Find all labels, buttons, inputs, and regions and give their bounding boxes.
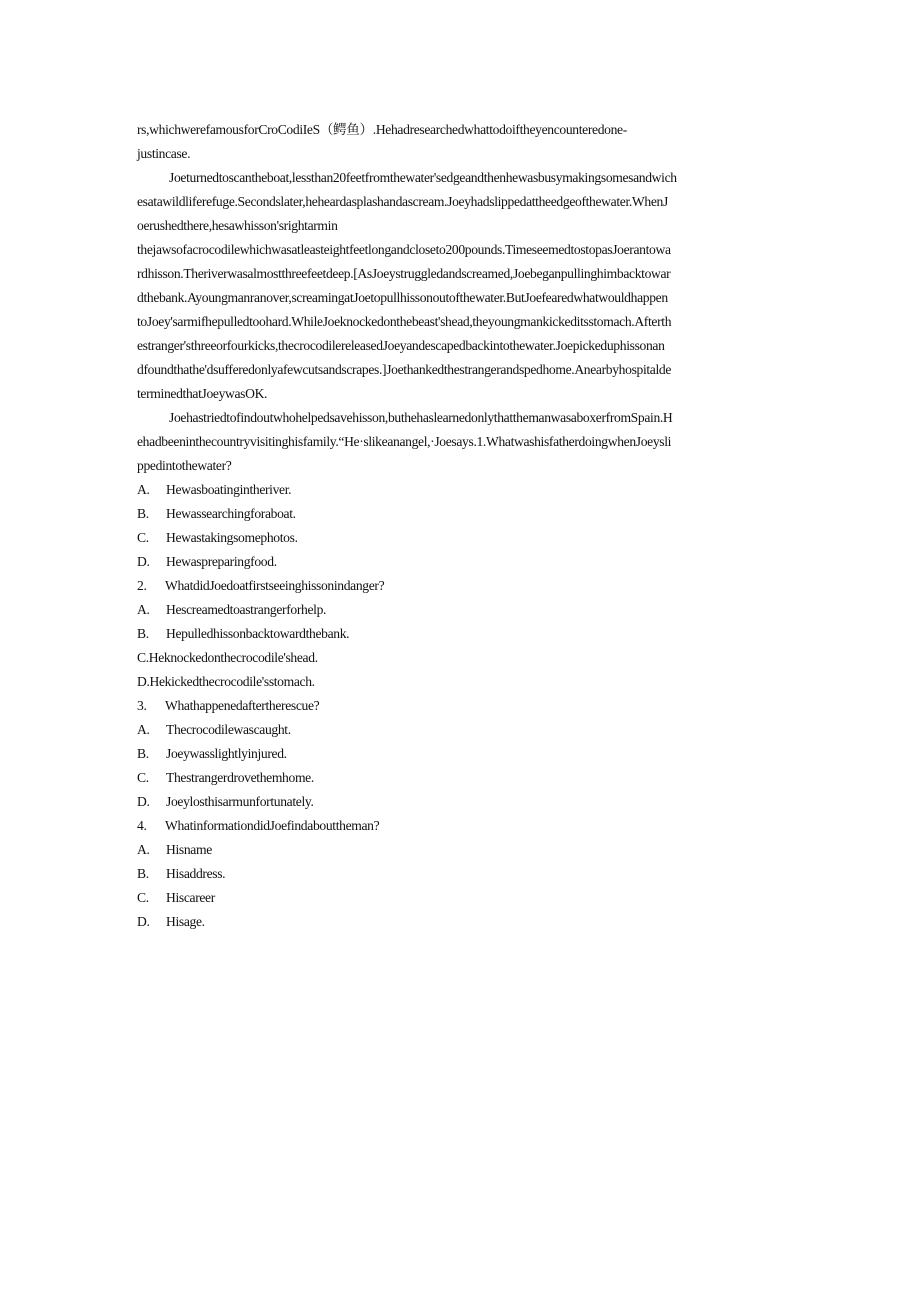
passage-line: Joeturnedtoscantheboat,lessthan20feetfromthewater'sedgeandthenhewasbusymakingsomesandwich — [169, 170, 677, 185]
option-text: Thecrocodilewascaught. — [166, 722, 291, 737]
option-label: D. — [137, 914, 150, 929]
passage-line: terminedthatJoeywasOK. — [137, 386, 268, 401]
option-label: D. — [137, 554, 150, 569]
question-number: 4. — [137, 818, 147, 833]
option-b — [137, 742, 787, 766]
passage-line: dthebank.Ayoungmanranover,screamingatJoetopullhissonoutofthewater.ButJoefearedwhatwouldhappen — [137, 290, 668, 305]
passage-paragraph-1 — [137, 118, 787, 166]
option-label: C. — [137, 650, 149, 665]
passage-line: oerushedthere,hesawhisson'srightarmin — [137, 218, 338, 233]
option-text: Hisname — [166, 842, 212, 857]
question-2 — [137, 574, 787, 694]
option-a — [137, 478, 787, 502]
question-stem — [137, 814, 787, 838]
option-text: Hewastakingsomephotos. — [166, 530, 298, 545]
option-a — [137, 838, 787, 862]
option-a — [137, 718, 787, 742]
passage-line: rdhisson.Theriverwasalmostthreefeetdeep.[AsJoeystruggledandscreamed,Joebeganpullinghimbacktowar — [137, 266, 671, 281]
option-d — [137, 670, 787, 694]
question-text: WhatdidJoedoatfirstseeinghissonindanger? — [165, 578, 385, 593]
question-1-options — [137, 478, 787, 574]
option-c — [137, 526, 787, 550]
option-label: B. — [137, 626, 149, 641]
option-text: Hiscareer — [166, 890, 215, 905]
option-label: A. — [137, 482, 150, 497]
option-label: A. — [137, 722, 150, 737]
option-text: Hisaddress. — [166, 866, 226, 881]
option-text: Joeylosthisarmunfortunately. — [166, 794, 314, 809]
option-b — [137, 862, 787, 886]
option-c — [137, 766, 787, 790]
option-text: Hewaspreparingfood. — [166, 554, 277, 569]
question-stem — [137, 574, 787, 598]
option-text: Heknockedonthecrocodile'shead. — [148, 650, 318, 665]
passage-paragraph-2 — [137, 166, 787, 406]
question-text: WhatinformationdidJoefindabouttheman? — [165, 818, 380, 833]
passage-line: esatawildliferefuge.Secondslater,heheardasplashandascream.Joeyhadslippedattheedgeofthewater.WhenJ — [137, 194, 668, 209]
option-a — [137, 598, 787, 622]
option-label: B. — [137, 866, 149, 881]
option-label: B. — [137, 506, 149, 521]
option-text: Hescreamedtoastrangerforhelp. — [166, 602, 327, 617]
passage-line: ehadbeeninthecountryvisitinghisfamily.“He·slikeanangel,·Joesays.1.WhatwashisfatherdoingwhenJoeysli — [137, 434, 672, 449]
option-text: Hewassearchingforaboat. — [166, 506, 296, 521]
question-number: 2. — [137, 578, 147, 593]
passage-paragraph-3 — [137, 406, 787, 478]
option-b — [137, 502, 787, 526]
option-d — [137, 550, 787, 574]
option-text: Hekickedthecrocodile'sstomach. — [149, 674, 315, 689]
question-3 — [137, 694, 787, 814]
document-content — [137, 118, 787, 934]
option-text: Hewasboatingintheriver. — [166, 482, 292, 497]
passage-line: rs,whichwerefamousforCroCodiIeS（鳄鱼）.Hehadresearchedwhattodoiftheyencounteredone- — [137, 122, 627, 137]
option-c — [137, 886, 787, 910]
question-4 — [137, 814, 787, 934]
option-c — [137, 646, 787, 670]
passage-line: ppedintothewater? — [137, 458, 232, 473]
passage-line: thejawsofacrocodilewhichwasatleasteightfeetlongandcloseto200pounds.TimeseemedtostopasJoerantowa — [137, 242, 671, 257]
passage-line: estranger'sthreeorfourkicks,thecrocodilereleasedJoeyandescapedbackintothewater.Joepickeduphissonan — [137, 338, 665, 353]
passage-line: toJoey'sarmifhepulledtoohard.WhileJoeknockedonthebeast'shead,theyoungmankickeditsstomach.Afterth — [137, 314, 672, 329]
option-label: D. — [137, 794, 150, 809]
option-label: A. — [137, 602, 150, 617]
question-text: Whathappenedaftertherescue? — [165, 698, 320, 713]
option-label: C. — [137, 890, 149, 905]
option-label: C. — [137, 530, 149, 545]
passage-line: dfoundthathe'dsufferedonlyafewcutsandscrapes.]Joethankedthestrangerandspedhome.Anearbyhospitalde — [137, 362, 672, 377]
option-label: C. — [137, 770, 149, 785]
passage-line: Joehastriedtofindoutwhohelpedsavehisson,buthehaslearnedonlythatthemanwasaboxerfromSpain.H — [169, 410, 673, 425]
option-label: D. — [137, 674, 150, 689]
option-text: Joeywasslightlyinjured. — [166, 746, 287, 761]
option-label: B. — [137, 746, 149, 761]
option-text: Hisage. — [166, 914, 205, 929]
option-b — [137, 622, 787, 646]
passage-line: justincase. — [137, 146, 191, 161]
option-text: Hepulledhissonbacktowardthebank. — [166, 626, 350, 641]
question-number: 3. — [137, 698, 147, 713]
option-d — [137, 790, 787, 814]
option-text: Thestrangerdrovethemhome. — [166, 770, 314, 785]
option-d — [137, 910, 787, 934]
option-label: A. — [137, 842, 150, 857]
question-stem — [137, 694, 787, 718]
